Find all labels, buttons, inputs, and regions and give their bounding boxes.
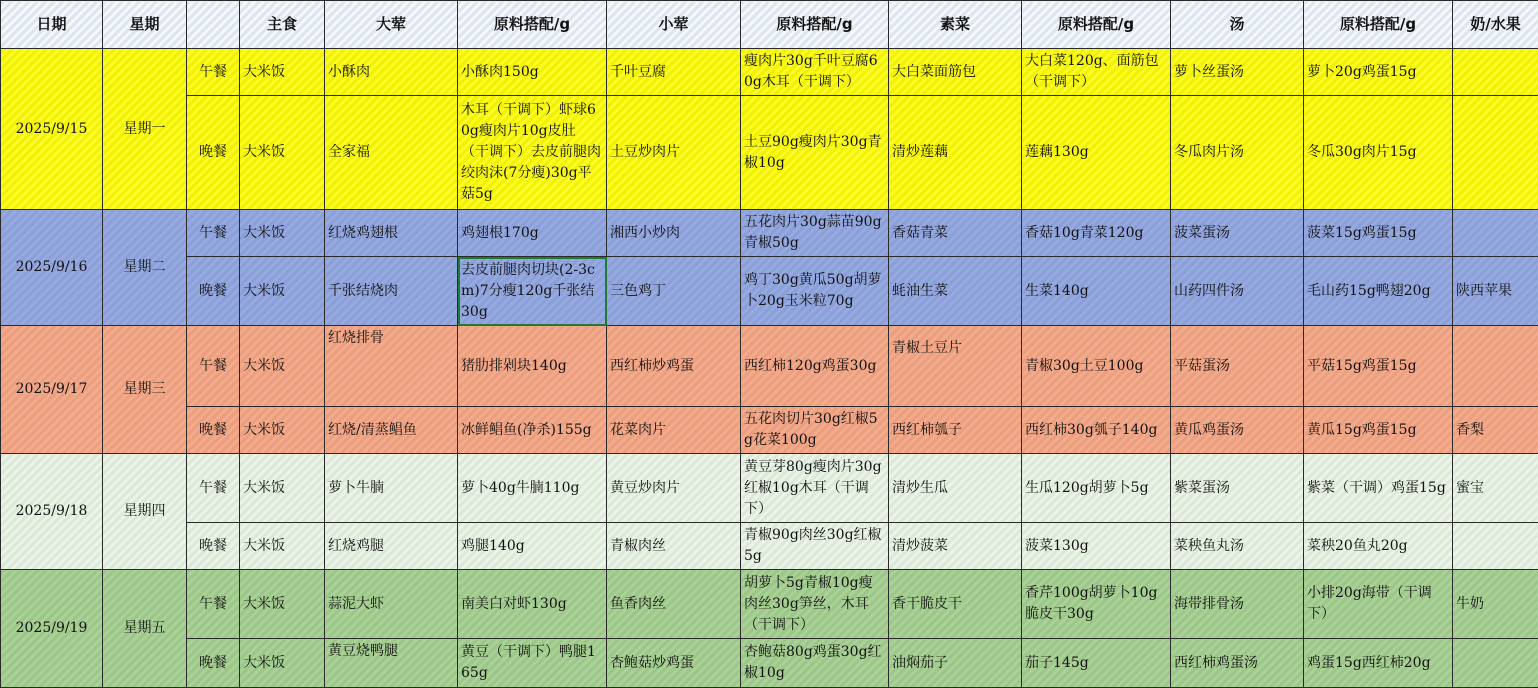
- minor-ingredients-cell[interactable]: 鸡丁30g黄瓜50g胡萝卜20g玉米粒70g: [741, 257, 889, 326]
- header-soup-ingredients[interactable]: 原料搭配/g: [1304, 1, 1453, 49]
- meal-cell[interactable]: 午餐: [187, 326, 240, 407]
- minor-dish-cell[interactable]: 青椒肉丝: [607, 523, 741, 570]
- minor-dish-cell[interactable]: 花菜肉片: [607, 407, 741, 454]
- main-dish-cell[interactable]: 蒜泥大虾: [325, 570, 458, 639]
- weekday-cell[interactable]: 星期二: [103, 210, 187, 326]
- soup-ingredients-cell[interactable]: 黄瓜15g鸡蛋15g: [1304, 407, 1453, 454]
- soup-ingredients-cell[interactable]: 菜秧20鱼丸20g: [1304, 523, 1453, 570]
- soup-cell[interactable]: 西红柿鸡蛋汤: [1171, 639, 1304, 688]
- soup-ingredients-cell[interactable]: 小排20g海带（干调下）: [1304, 570, 1453, 639]
- main-dish-cell[interactable]: 萝卜牛腩: [325, 454, 458, 523]
- minor-dish-cell[interactable]: 三色鸡丁: [607, 257, 741, 326]
- vegetable-cell[interactable]: 清炒生瓜: [889, 454, 1022, 523]
- milk-fruit-cell[interactable]: [1453, 96, 1538, 210]
- weekday-cell[interactable]: 星期三: [103, 326, 187, 454]
- milk-fruit-cell[interactable]: 陕西苹果: [1453, 257, 1538, 326]
- main-ingredients-cell[interactable]: 南美白对虾130g: [458, 570, 607, 639]
- main-ingredients-cell[interactable]: 鸡腿140g: [458, 523, 607, 570]
- soup-cell[interactable]: 菠菜蛋汤: [1171, 210, 1304, 257]
- header-milk-fruit[interactable]: 奶/水果: [1453, 1, 1538, 49]
- date-cell[interactable]: 2025/9/18: [1, 454, 103, 570]
- soup-cell[interactable]: 紫菜蛋汤: [1171, 454, 1304, 523]
- minor-dish-cell[interactable]: 鱼香肉丝: [607, 570, 741, 639]
- staple-cell[interactable]: 大米饭: [240, 454, 325, 523]
- soup-ingredients-cell[interactable]: 鸡蛋15g西红柿20g: [1304, 639, 1453, 688]
- vegetable-ingredients-cell[interactable]: 菠菜130g: [1022, 523, 1171, 570]
- milk-fruit-cell[interactable]: [1453, 523, 1538, 570]
- soup-ingredients-cell[interactable]: 毛山药15g鸭翅20g: [1304, 257, 1453, 326]
- meal-cell[interactable]: 午餐: [187, 210, 240, 257]
- date-cell[interactable]: 2025/9/16: [1, 210, 103, 326]
- minor-ingredients-cell[interactable]: 五花肉切片30g红椒5g花菜100g: [741, 407, 889, 454]
- header-soup[interactable]: 汤: [1171, 1, 1304, 49]
- header-main-dish[interactable]: 大荤: [325, 1, 458, 49]
- meal-cell[interactable]: 午餐: [187, 570, 240, 639]
- staple-cell[interactable]: 大米饭: [240, 570, 325, 639]
- table-row: [1, 454, 1538, 523]
- main-dish-cell[interactable]: 红烧/清蒸鲳鱼: [325, 407, 458, 454]
- main-ingredients-cell[interactable]: 木耳（干调下）虾球60g瘦肉片10g皮肚（干调下）去皮前腿肉绞肉沫(7分瘦)30g平菇5g: [458, 96, 607, 210]
- staple-cell[interactable]: 大米饭: [240, 523, 325, 570]
- header-minor-ingredients[interactable]: 原料搭配/g: [741, 1, 889, 49]
- soup-ingredients-cell[interactable]: 平菇15g鸡蛋15g: [1304, 326, 1453, 407]
- header-minor-dish[interactable]: 小荤: [607, 1, 741, 49]
- header-vegetable[interactable]: 素菜: [889, 1, 1022, 49]
- main-dish-cell[interactable]: 黄豆烧鸭腿: [325, 639, 458, 688]
- main-dish-cell[interactable]: 红烧排骨: [325, 326, 458, 407]
- main-ingredients-cell-selected[interactable]: 去皮前腿肉切块(2-3cm)7分瘦120g千张结30g: [458, 257, 607, 326]
- vegetable-ingredients-cell[interactable]: 香芹100g胡萝卜10g脆皮干30g: [1022, 570, 1171, 639]
- meal-cell[interactable]: 晚餐: [187, 96, 240, 210]
- minor-dish-cell[interactable]: 杏鲍菇炒鸡蛋: [607, 639, 741, 688]
- header-weekday[interactable]: 星期: [103, 1, 187, 49]
- minor-ingredients-cell[interactable]: 五花肉片30g蒜苗90g青椒50g: [741, 210, 889, 257]
- vegetable-cell[interactable]: 清炒莲藕: [889, 96, 1022, 210]
- table-row: [1, 210, 1538, 257]
- minor-ingredients-cell[interactable]: 杏鲍菇80g鸡蛋30g红椒10g: [741, 639, 889, 688]
- staple-cell[interactable]: 大米饭: [240, 407, 325, 454]
- main-dish-cell[interactable]: 千张结烧肉: [325, 257, 458, 326]
- milk-fruit-cell[interactable]: [1453, 326, 1538, 407]
- header-main-ingredients[interactable]: 原料搭配/g: [458, 1, 607, 49]
- milk-fruit-cell[interactable]: [1453, 210, 1538, 257]
- staple-cell[interactable]: 大米饭: [240, 257, 325, 326]
- vegetable-ingredients-cell[interactable]: 青椒30g土豆100g: [1022, 326, 1171, 407]
- table-row: [1, 570, 1538, 639]
- main-dish-cell[interactable]: 红烧鸡腿: [325, 523, 458, 570]
- weekday-cell[interactable]: 星期一: [103, 49, 187, 210]
- milk-fruit-cell[interactable]: 牛奶: [1453, 570, 1538, 639]
- header-meal[interactable]: [187, 1, 240, 49]
- vegetable-ingredients-cell[interactable]: 茄子145g: [1022, 639, 1171, 688]
- meal-cell[interactable]: 晚餐: [187, 407, 240, 454]
- soup-cell[interactable]: 冬瓜肉片汤: [1171, 96, 1304, 210]
- soup-cell[interactable]: 菜秧鱼丸汤: [1171, 523, 1304, 570]
- vegetable-cell[interactable]: 香菇青菜: [889, 210, 1022, 257]
- vegetable-cell[interactable]: 西红柿瓠子: [889, 407, 1022, 454]
- milk-fruit-cell[interactable]: [1453, 49, 1538, 96]
- date-cell[interactable]: 2025/9/17: [1, 326, 103, 454]
- minor-ingredients-cell[interactable]: 胡萝卜5g青椒10g瘦肉丝30g笋丝，木耳（干调下）: [741, 570, 889, 639]
- weekday-cell[interactable]: 星期四: [103, 454, 187, 570]
- vegetable-ingredients-cell[interactable]: 生瓜120g胡萝卜5g: [1022, 454, 1171, 523]
- table-row: [1, 407, 1538, 454]
- vegetable-ingredients-cell[interactable]: 香菇10g青菜120g: [1022, 210, 1171, 257]
- header-staple[interactable]: 主食: [240, 1, 325, 49]
- minor-ingredients-cell[interactable]: 青椒90g肉丝30g红椒5g: [741, 523, 889, 570]
- soup-cell[interactable]: 海带排骨汤: [1171, 570, 1304, 639]
- main-dish-cell[interactable]: 红烧鸡翅根: [325, 210, 458, 257]
- vegetable-ingredients-cell[interactable]: 莲藕130g: [1022, 96, 1171, 210]
- meal-cell[interactable]: 晚餐: [187, 257, 240, 326]
- vegetable-ingredients-cell[interactable]: 大白菜120g、面筋包（干调下）: [1022, 49, 1171, 96]
- soup-ingredients-cell[interactable]: 菠菜15g鸡蛋15g: [1304, 210, 1453, 257]
- minor-dish-cell[interactable]: 千叶豆腐: [607, 49, 741, 96]
- staple-cell[interactable]: 大米饭: [240, 96, 325, 210]
- meal-cell[interactable]: 午餐: [187, 454, 240, 523]
- table-row: [1, 96, 1538, 210]
- date-cell[interactable]: 2025/9/15: [1, 49, 103, 210]
- main-ingredients-cell[interactable]: 黄豆（干调下）鸭腿165g: [458, 639, 607, 688]
- staple-cell[interactable]: 大米饭: [240, 49, 325, 96]
- main-ingredients-cell[interactable]: 冰鲜鲳鱼(净杀)155g: [458, 407, 607, 454]
- main-dish-cell[interactable]: 全家福: [325, 96, 458, 210]
- minor-dish-cell[interactable]: 黄豆炒肉片: [607, 454, 741, 523]
- main-ingredients-cell[interactable]: 猪肋排剁块140g: [458, 326, 607, 407]
- milk-fruit-cell[interactable]: 蜜宝: [1453, 454, 1538, 523]
- main-dish-cell[interactable]: 小酥肉: [325, 49, 458, 96]
- table-row: [1, 257, 1538, 326]
- staple-cell[interactable]: 大米饭: [240, 326, 325, 407]
- soup-cell[interactable]: 萝卜丝蛋汤: [1171, 49, 1304, 96]
- table-row: [1, 639, 1538, 688]
- minor-dish-cell[interactable]: 土豆炒肉片: [607, 96, 741, 210]
- header-vegetable-ingredients[interactable]: 原料搭配/g: [1022, 1, 1171, 49]
- staple-cell[interactable]: 大米饭: [240, 639, 325, 688]
- soup-cell[interactable]: 平菇蛋汤: [1171, 326, 1304, 407]
- minor-ingredients-cell[interactable]: 土豆90g瘦肉片30g青椒10g: [741, 96, 889, 210]
- vegetable-cell[interactable]: 油焖茄子: [889, 639, 1022, 688]
- date-cell[interactable]: 2025/9/19: [1, 570, 103, 688]
- minor-dish-cell[interactable]: 西红柿炒鸡蛋: [607, 326, 741, 407]
- weekday-cell[interactable]: 星期五: [103, 570, 187, 688]
- vegetable-ingredients-cell[interactable]: 生菜140g: [1022, 257, 1171, 326]
- main-ingredients-cell[interactable]: 鸡翅根170g: [458, 210, 607, 257]
- table-row: [1, 523, 1538, 570]
- vegetable-cell[interactable]: 香干脆皮干: [889, 570, 1022, 639]
- main-ingredients-cell[interactable]: 萝卜40g牛腩110g: [458, 454, 607, 523]
- vegetable-cell[interactable]: 蚝油生菜: [889, 257, 1022, 326]
- milk-fruit-cell[interactable]: 香梨: [1453, 407, 1538, 454]
- vegetable-cell[interactable]: 清炒菠菜: [889, 523, 1022, 570]
- minor-ingredients-cell[interactable]: 瘦肉片30g千叶豆腐60g木耳（干调下）: [741, 49, 889, 96]
- meal-cell[interactable]: 午餐: [187, 49, 240, 96]
- header-date[interactable]: 日期: [1, 1, 103, 49]
- vegetable-ingredients-cell[interactable]: 西红柿30g瓠子140g: [1022, 407, 1171, 454]
- main-ingredients-cell[interactable]: 小酥肉150g: [458, 49, 607, 96]
- minor-ingredients-cell[interactable]: 西红柿120g鸡蛋30g: [741, 326, 889, 407]
- minor-ingredients-cell[interactable]: 黄豆芽80g瘦肉片30g红椒10g木耳（干调下）: [741, 454, 889, 523]
- table-row: [1, 326, 1538, 407]
- soup-ingredients-cell[interactable]: 冬瓜30g肉片15g: [1304, 96, 1453, 210]
- staple-cell[interactable]: 大米饭: [240, 210, 325, 257]
- table-row: [1, 49, 1538, 96]
- meal-cell[interactable]: 晚餐: [187, 639, 240, 688]
- soup-cell[interactable]: 黄瓜鸡蛋汤: [1171, 407, 1304, 454]
- soup-ingredients-cell[interactable]: 紫菜（干调）鸡蛋15g: [1304, 454, 1453, 523]
- meal-cell[interactable]: 晚餐: [187, 523, 240, 570]
- soup-cell[interactable]: 山药四件汤: [1171, 257, 1304, 326]
- header-row: [1, 1, 1538, 49]
- milk-fruit-cell[interactable]: [1453, 639, 1538, 688]
- vegetable-cell[interactable]: 大白菜面筋包: [889, 49, 1022, 96]
- vegetable-cell[interactable]: 青椒土豆片: [889, 326, 1022, 407]
- minor-dish-cell[interactable]: 湘西小炒肉: [607, 210, 741, 257]
- soup-ingredients-cell[interactable]: 萝卜20g鸡蛋15g: [1304, 49, 1453, 96]
